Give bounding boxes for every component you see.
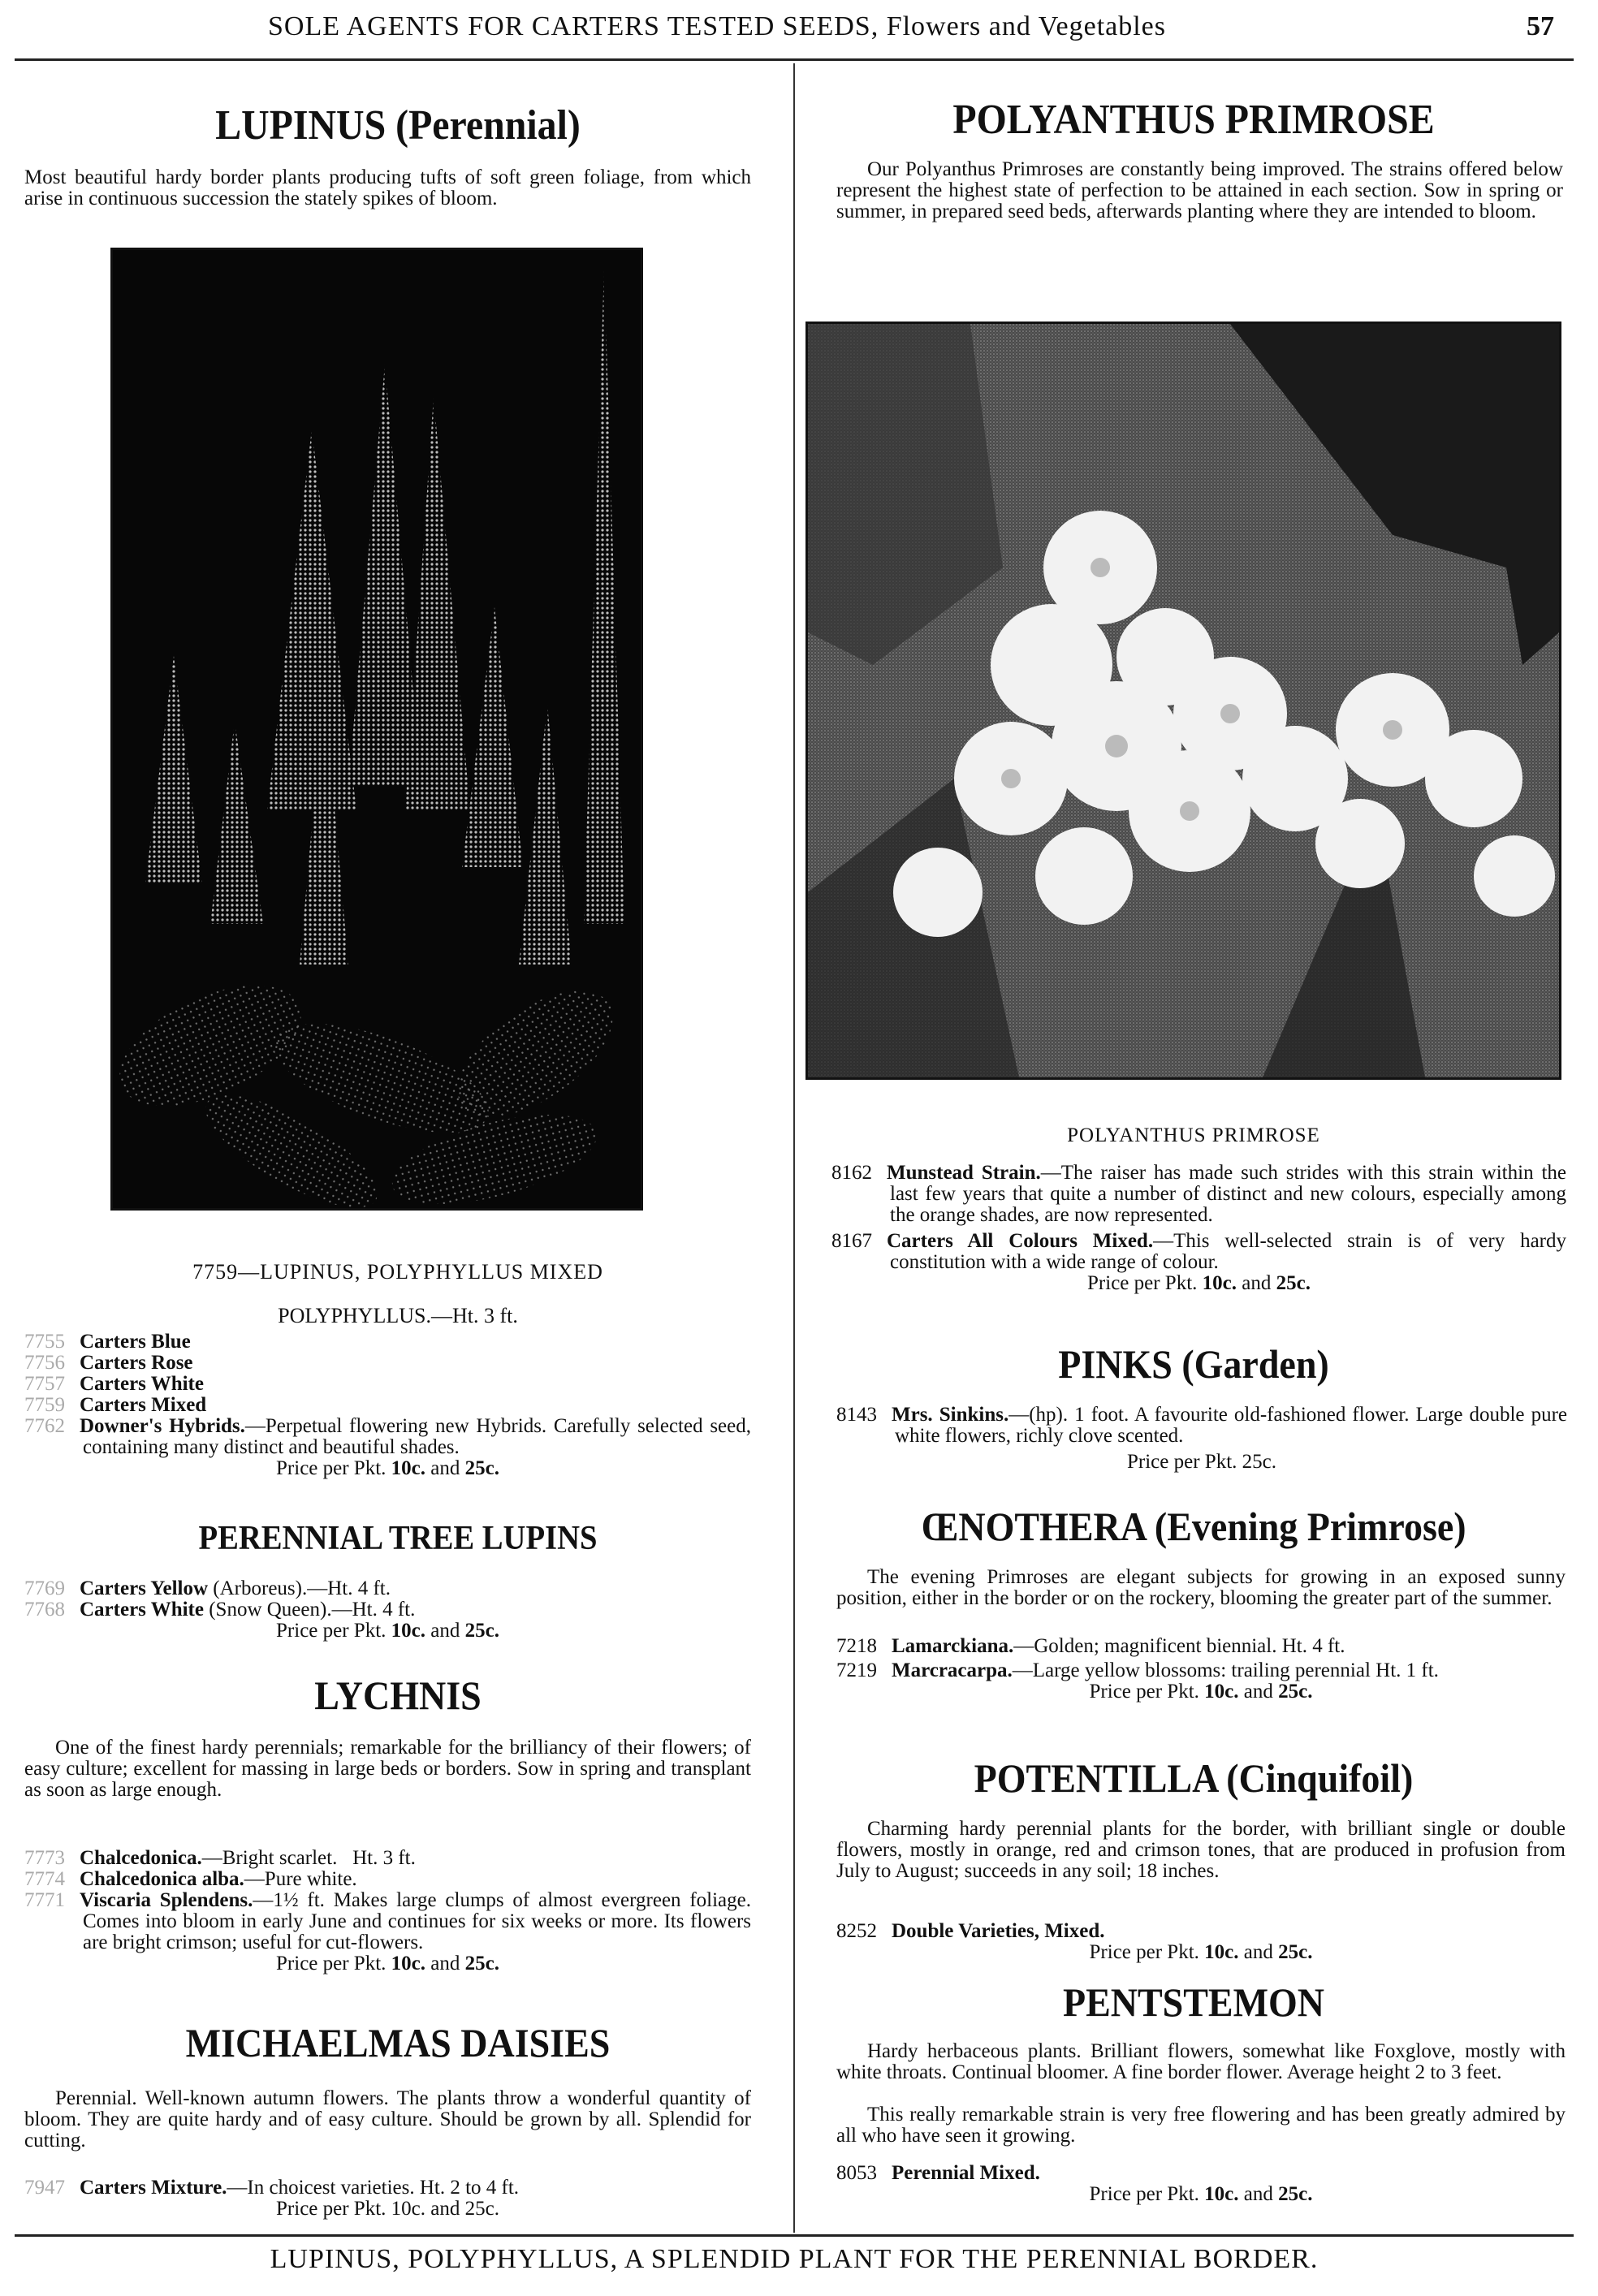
price-and: and xyxy=(1243,1941,1273,1963)
pentstemon-intro-2: This really remarkable strain is very free flowering and has been greatly admired by all who have seen it growing. xyxy=(836,2104,1566,2147)
price-b: 25c. xyxy=(464,1953,499,1974)
list-item xyxy=(836,1405,1567,1447)
price-line xyxy=(836,1452,1567,1473)
pinks-items xyxy=(836,1405,1567,1473)
lupinus-subhead: POLYPHYLLUS.—Ht. 3 ft. xyxy=(278,1304,518,1327)
item-code: 7947 xyxy=(24,2177,65,2199)
list-item xyxy=(836,2163,1566,2184)
section-title-michaelmas: MICHAELMAS DAISIES xyxy=(185,2020,611,2065)
section-title-lychnis: LYCHNIS xyxy=(314,1672,482,1718)
item-desc: (Snow Queen).—Ht. 4 ft. xyxy=(203,1599,416,1621)
price-prefix: Price per Pkt. xyxy=(276,2198,387,2220)
item-desc: —Bright scarlet. Ht. 3 ft. xyxy=(201,1847,416,1869)
footer-rule xyxy=(15,2234,1574,2237)
item-name: Carters Mixed xyxy=(80,1394,207,1416)
item-desc: —The raiser has made such strides with this strain within the last few years that quite a number of distinct and new colours, especially among the orange shades, are now represented. xyxy=(890,1162,1566,1226)
polyanthus-items xyxy=(831,1163,1566,1294)
price-line xyxy=(24,1621,751,1642)
item-code: 7756 xyxy=(24,1352,65,1374)
polyanthus-photo xyxy=(805,322,1561,1080)
list-item xyxy=(24,1869,751,1890)
item-desc: —Pure white. xyxy=(244,1868,357,1890)
lupinus-intro: Most beautiful hardy border plants producing tufts of soft green foliage, from which arise in continuous succession the stately spikes of bloom. xyxy=(24,166,751,209)
section-title-lupinus: LUPINUS (Perennial) xyxy=(215,102,581,149)
price-line xyxy=(836,1681,1566,1703)
item-code: 7762 xyxy=(24,1415,65,1437)
item-name: Chalcedonica. xyxy=(80,1847,202,1869)
price-b: 25c. xyxy=(1278,2183,1313,2205)
list-item xyxy=(24,2177,751,2199)
price-and: and xyxy=(430,1457,460,1479)
footer-caption: LUPINUS, POLYPHYLLUS, A SPLENDID PLANT FOR THE PERENNIAL BORDER. xyxy=(270,2244,1319,2274)
pentstemon-items xyxy=(836,2163,1566,2205)
potentilla-intro: Charming hardy perennial plants for the border, with brilliant single or double flowers, mostly in orange, red and crimson tones, that are produced in profusion from July to August; succeeds in any soil; 18 inches. xyxy=(836,1818,1566,1882)
price-and: and xyxy=(1243,1681,1273,1703)
price-line xyxy=(836,2184,1566,2205)
list-item xyxy=(24,1395,751,1416)
item-name: Carters White xyxy=(80,1599,204,1621)
price-line xyxy=(836,1942,1566,1963)
item-name: Double Varieties, Mixed. xyxy=(892,1920,1105,1942)
lychnis-items xyxy=(24,1848,751,1974)
polyanthus-photo-caption: POLYANTHUS PRIMROSE xyxy=(1067,1124,1320,1146)
item-code: 7757 xyxy=(24,1373,65,1395)
section-title-potentilla: POTENTILLA (Cinquifoil) xyxy=(974,1755,1414,1801)
list-item xyxy=(24,1848,751,1869)
list-item xyxy=(836,1660,1566,1681)
item-name: Munstead Strain. xyxy=(887,1162,1041,1184)
michaelmas-items xyxy=(24,2177,751,2220)
item-desc: —1½ ft. Makes large clumps of almost evergreen foliage. Comes into bloom in early June and continues for six weeks or more. Its flowers are bright crimson; useful for cut-flowers. xyxy=(83,1889,751,1953)
item-code: 7773 xyxy=(24,1847,65,1869)
lupinus-items xyxy=(24,1331,751,1479)
item-code: 7774 xyxy=(24,1868,65,1890)
price-line xyxy=(24,2199,751,2220)
oenothera-items xyxy=(836,1636,1566,1703)
section-title-oenothera: ŒNOTHERA (Evening Primrose) xyxy=(921,1504,1466,1549)
list-item xyxy=(24,1331,751,1353)
lupinus-photo xyxy=(110,248,643,1211)
item-name: Perennial Mixed. xyxy=(892,2162,1040,2184)
list-item xyxy=(24,1599,751,1621)
item-desc: —Perpetual flowering new Hybrids. Carefully selected seed, containing many distinct and beautiful shades. xyxy=(83,1415,751,1458)
price-and: and xyxy=(1243,2183,1273,2205)
item-desc: (Arboreus).—Ht. 4 ft. xyxy=(208,1577,391,1599)
potentilla-items xyxy=(836,1921,1566,1963)
item-code: 8167 xyxy=(831,1230,872,1252)
price-a: 10c. xyxy=(1204,1941,1239,1963)
item-name: Carters Mixture. xyxy=(80,2177,227,2199)
running-header: SOLE AGENTS FOR CARTERS TESTED SEEDS, Flowers and Vegetables xyxy=(268,11,1166,41)
price-prefix: Price per Pkt. xyxy=(1089,1681,1199,1703)
list-item xyxy=(24,1578,751,1599)
item-desc: —This well-selected strain is of very hardy constitution with a wide range of colour. xyxy=(890,1230,1567,1273)
header-rule xyxy=(15,58,1574,61)
list-item xyxy=(836,1921,1566,1942)
item-code: 7755 xyxy=(24,1331,65,1353)
price-a: 10c. xyxy=(391,1953,426,1974)
section-title-polyanthus: POLYANTHUS PRIMROSE xyxy=(952,97,1435,143)
price-b: 25c. xyxy=(464,2198,499,2220)
item-name: Downer's Hybrids. xyxy=(80,1415,245,1437)
section-title-pentstemon: PENTSTEMON xyxy=(1062,1979,1325,2025)
price-a: 10c. xyxy=(1204,2183,1239,2205)
price-prefix: Price per Pkt. xyxy=(1127,1451,1237,1473)
item-desc: —(hp). 1 foot. A favourite old-fashioned flower. Large double pure white flowers, richly clove scented. xyxy=(895,1404,1567,1447)
list-item xyxy=(836,1636,1566,1657)
price-prefix: Price per Pkt. xyxy=(1087,1272,1198,1294)
page-number: 57 xyxy=(1527,11,1554,41)
item-code: 7768 xyxy=(24,1599,65,1621)
item-code: 7771 xyxy=(24,1889,65,1911)
list-item xyxy=(24,1353,751,1374)
polyanthus-photo-image xyxy=(808,324,1559,1077)
item-code: 7769 xyxy=(24,1577,65,1599)
price-a: 10c. xyxy=(391,1620,426,1642)
item-code: 8162 xyxy=(831,1162,872,1184)
column-divider xyxy=(793,63,795,2233)
item-name: Carters White xyxy=(80,1373,204,1395)
item-name: Viscaria Splendens. xyxy=(80,1889,253,1911)
price-a: 10c. xyxy=(1204,1681,1239,1703)
price-b: 25c. xyxy=(1278,1941,1313,1963)
price-b: 25c. xyxy=(464,1620,499,1642)
lychnis-intro: One of the finest hardy perennials; remarkable for the brilliancy of their flowers; of easy culture; excellent for massing in large beds or borders. Sow in spring and transplant as soon as large enough. xyxy=(24,1737,751,1801)
price-b: 25c. xyxy=(1276,1272,1311,1294)
price-and: and xyxy=(430,2198,460,2220)
oenothera-intro: The evening Primroses are elegant subjects for growing in an exposed sunny position, either in the border or on the rockery, blooming the greater part of the summer. xyxy=(836,1566,1566,1609)
item-code: 8143 xyxy=(836,1404,877,1426)
price-prefix: Price per Pkt. xyxy=(276,1620,387,1642)
list-item xyxy=(831,1163,1566,1226)
price-a: 10c. xyxy=(1202,1272,1237,1294)
price-b: 25c. xyxy=(1242,1451,1276,1473)
price-and: and xyxy=(430,1953,460,1974)
item-code: 8252 xyxy=(836,1920,877,1942)
price-prefix: Price per Pkt. xyxy=(276,1953,387,1974)
lupinus-photo-image xyxy=(113,250,641,1208)
item-code: 7759 xyxy=(24,1394,65,1416)
section-title-pinks: PINKS (Garden) xyxy=(1058,1341,1329,1387)
list-item xyxy=(24,1374,751,1395)
polyanthus-intro: Our Polyanthus Primroses are constantly being improved. The strains offered below represent the highest state of perfection to be attained in each section. Sow in spring or summer, in prepared seed beds, afterwards planting where they are intended to bloom. xyxy=(836,158,1563,222)
item-name: Carters Yellow xyxy=(80,1577,209,1599)
price-prefix: Price per Pkt. xyxy=(276,1457,387,1479)
price-line xyxy=(24,1458,751,1479)
price-b: 25c. xyxy=(1278,1681,1313,1703)
item-name: Carters Rose xyxy=(80,1352,193,1374)
item-name: Mrs. Sinkins. xyxy=(892,1404,1009,1426)
item-name: Chalcedonica alba. xyxy=(80,1868,244,1890)
list-item xyxy=(24,1890,751,1953)
item-code: 7218 xyxy=(836,1635,877,1657)
item-desc: —Large yellow blossoms: trailing perennial Ht. 1 ft. xyxy=(1012,1659,1439,1681)
item-name: Marcracarpa. xyxy=(892,1659,1013,1681)
item-desc: —In choicest varieties. Ht. 2 to 4 ft. xyxy=(227,2177,520,2199)
price-a: 10c. xyxy=(391,1457,426,1479)
item-code: 8053 xyxy=(836,2162,877,2184)
price-and: and xyxy=(430,1620,460,1642)
price-line xyxy=(24,1953,751,1974)
item-name: Carters Blue xyxy=(80,1331,191,1353)
price-and: and xyxy=(1242,1272,1272,1294)
list-item xyxy=(831,1231,1566,1273)
item-code: 7219 xyxy=(836,1659,877,1681)
item-desc: —Golden; magnificent biennial. Ht. 4 ft. xyxy=(1013,1635,1345,1657)
lupinus-photo-caption: 7759—LUPINUS, POLYPHYLLUS MIXED xyxy=(192,1260,603,1284)
michaelmas-intro: Perennial. Well-known autumn flowers. The plants throw a wonderful quantity of bloom. They are quite hardy and of easy culture. Should be grown by all. Splendid for cutting. xyxy=(24,2087,751,2151)
section-title-tree-lupins: PERENNIAL TREE LUPINS xyxy=(198,1520,598,1557)
item-name: Lamarckiana. xyxy=(892,1635,1014,1657)
list-item xyxy=(24,1416,751,1458)
price-prefix: Price per Pkt. xyxy=(1089,1941,1199,1963)
tree-lupins-items xyxy=(24,1578,751,1642)
price-a: 10c. xyxy=(391,2198,426,2220)
price-prefix: Price per Pkt. xyxy=(1089,2183,1199,2205)
item-name: Carters All Colours Mixed. xyxy=(887,1230,1154,1252)
price-line xyxy=(831,1273,1566,1294)
price-b: 25c. xyxy=(464,1457,499,1479)
pentstemon-intro: Hardy herbaceous plants. Brilliant flowers, somewhat like Foxglove, mostly with white throats. Continual bloomer. A fine border flower. Average height 2 to 3 feet. xyxy=(836,2040,1566,2083)
